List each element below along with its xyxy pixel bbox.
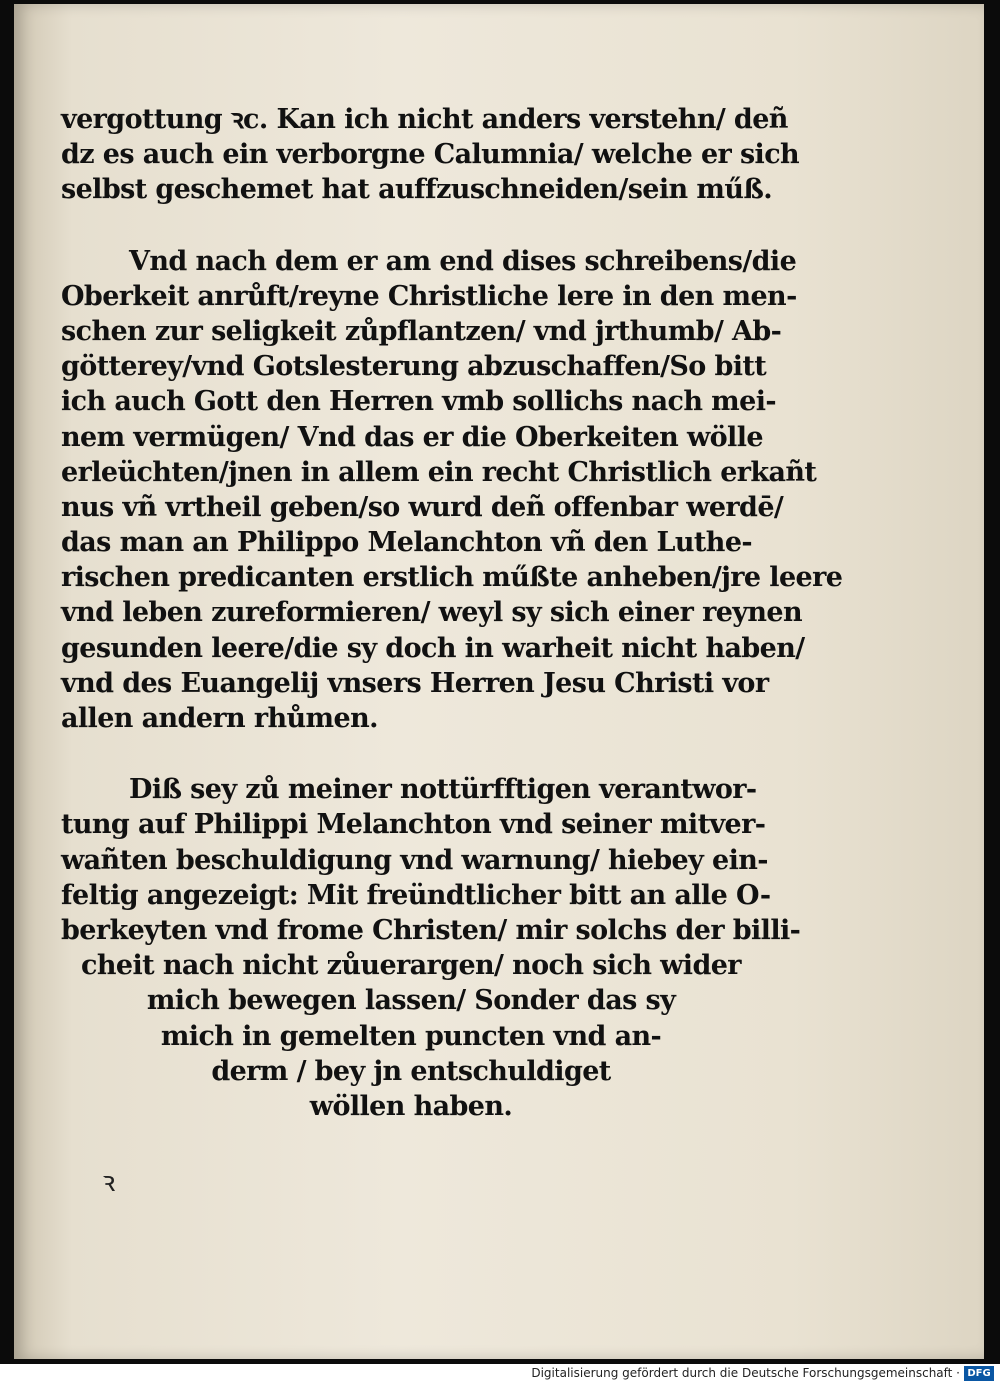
text-line: vergottung ꝛc. Kan ich nicht anders verstehn/ deñ xyxy=(61,104,788,135)
footer-bar xyxy=(0,1364,1000,1384)
text-line: erleüchten/jnen in allem ein recht Christlich erkañt xyxy=(61,456,817,488)
page-text xyxy=(61,102,843,1124)
text-line: Diß sey zů meiner nottürfftigen verantwor- xyxy=(129,774,757,806)
signature-mark: ꝛ xyxy=(102,1165,116,1198)
text-line: rischen predicanten erstlich műßte anheben/jre leere xyxy=(61,562,843,594)
text-line: dz es auch ein verborgne Calumnia/ welche er sich xyxy=(61,139,800,171)
paragraph-gap xyxy=(61,208,761,244)
text-line: Vnd nach dem er am end dises schreibens/die xyxy=(129,245,797,277)
text-line: vnd leben zureformieren/ weyl sy sich einer reynen xyxy=(61,597,803,629)
text-line: gesunden leere/die sy doch in warheit nicht haben/ xyxy=(61,632,805,664)
text-line: Oberkeit anrůft/reyne Christliche lere in den men- xyxy=(61,280,797,312)
footer-credit: Digitalisierung gefördert durch die Deutsche Forschungsgemeinschaft · xyxy=(531,1366,960,1380)
text-line: götterey/vnd Gotslesterung abzuschaffen/So bitt xyxy=(61,351,767,383)
text-line: nem vermügen/ Vnd das er die Oberkeiten wölle xyxy=(61,421,763,453)
dfg-logo-icon: DFG xyxy=(964,1366,994,1381)
text-line: berkeyten vnd frome Christen/ mir solchs der billi- xyxy=(61,914,801,946)
book-page xyxy=(14,4,984,1359)
text-line: wañten beschuldigung vnd warnung/ hiebey ein- xyxy=(61,844,768,876)
text-line: das man an Philippo Melanchton vñ den Luthe- xyxy=(61,527,752,559)
text-line: mich in gemelten puncten vnd an- xyxy=(160,1020,662,1052)
text-line: schen zur seligkeit zůpflantzen/ vnd jrthumb/ Ab- xyxy=(61,315,782,347)
text-line: cheit nach nicht zůuerargen/ noch sich wider xyxy=(81,950,741,982)
text-line: ich auch Gott den Herren vmb sollichs nach mei- xyxy=(61,386,776,418)
text-line: mich bewegen lassen/ Sonder das sy xyxy=(146,985,676,1017)
text-line: tung auf Philippi Melanchton vnd seiner mitver- xyxy=(61,809,766,841)
text-line: nus vñ vrtheil geben/so wurd deñ offenbar werdē/ xyxy=(61,491,784,523)
paragraph-gap xyxy=(61,736,761,772)
text-line: wöllen haben. xyxy=(309,1090,513,1122)
text-line: vnd des Euangelij vnsers Herren Jesu Christi vor xyxy=(61,667,769,699)
text-line: allen andern rhůmen. xyxy=(61,703,378,734)
text-line: derm / bey jn entschuldiget xyxy=(211,1055,611,1087)
text-line: feltig angezeigt: Mit freündtlicher bitt an alle O- xyxy=(61,879,771,911)
text-line: selbst geschemet hat auffzuschneiden/sein műß. xyxy=(61,174,773,206)
